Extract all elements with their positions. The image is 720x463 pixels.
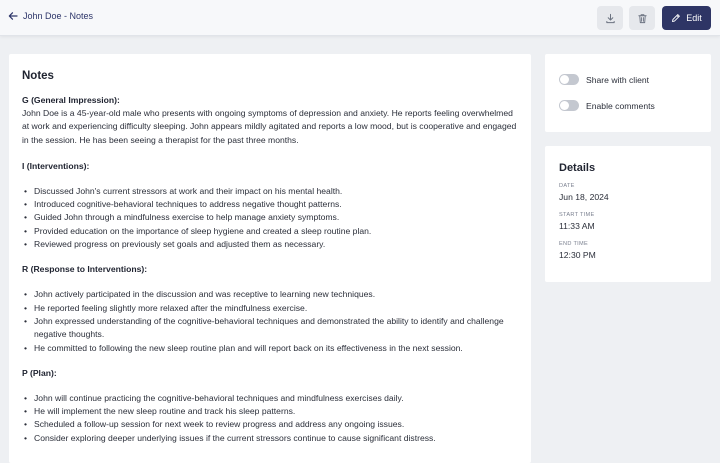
details-title: Details: [559, 162, 596, 174]
notes-card: [9, 54, 531, 463]
details-card: [545, 146, 711, 282]
pencil-icon: [671, 13, 681, 23]
response-list: [23, 288, 518, 354]
r-heading: R (Response to Interventions):: [22, 264, 148, 275]
enable-comments-toggle[interactable]: [559, 100, 579, 111]
list-item: • Provided education on the importance of sleep hygiene and created a sleep routine plan.: [23, 225, 518, 238]
page-title: John Doe - Notes: [23, 11, 94, 21]
list-item: • John will continue practicing the cognitive-behavioral techniques and mindfulness exercises daily.: [23, 392, 518, 405]
list-item: • Scheduled a follow-up session for next week to review progress and address any ongoing issues.: [23, 418, 518, 431]
start-time-label: START TIME: [559, 212, 595, 218]
notes-title: Notes: [22, 70, 54, 82]
arrow-left-icon: [8, 11, 18, 21]
list-item: • John actively participated in the discussion and was receptive to learning new techniques.: [23, 288, 518, 301]
list-item: • Consider exploring deeper underlying issues if the current stressors continue to cause significant distress.: [23, 432, 518, 445]
top-bar: [0, 0, 720, 36]
list-item: • John expressed understanding of the cognitive-behavioral techniques and demonstrated the ability to identify and challenge negative thoughts.: [23, 315, 518, 342]
list-item: • Reviewed progress on previously set goals and adjusted them as necessary.: [23, 238, 518, 251]
share-with-client-row[interactable]: [559, 74, 697, 85]
list-item: • He committed to following the new sleep routine plan and will report back on its effectiveness in the next session.: [23, 342, 518, 355]
interventions-list: [23, 185, 518, 251]
edit-label: Edit: [686, 13, 702, 23]
list-item: • He reported feeling slightly more relaxed after the mindfulness exercise.: [23, 302, 518, 315]
delete-button[interactable]: [629, 6, 655, 30]
share-with-client-toggle[interactable]: [559, 74, 579, 85]
enable-comments-label: Enable comments: [586, 100, 655, 111]
share-with-client-label: Share with client: [586, 74, 650, 85]
g-heading: G (General Impression):: [22, 95, 120, 105]
download-button[interactable]: [597, 6, 623, 30]
date-value: Jun 18, 2024: [559, 192, 609, 202]
start-time-value: 11:33 AM: [559, 221, 595, 231]
list-item: • He will implement the new sleep routine and track his sleep patterns.: [23, 405, 518, 418]
list-item: • Guided John through a mindfulness exercise to help manage anxiety symptoms.: [23, 211, 518, 224]
settings-card: [545, 54, 711, 132]
end-time-value: 12:30 PM: [559, 250, 596, 260]
g-paragraph: John Doe is a 45-year-old male who presents with ongoing symptoms of depression and anxiety. He reports feeling overwhelmed at work and experiencing difficulty sleeping. John appears mildly agitated and reports a low mood, but is cooperative and engaged in the session. He has been seeing a therapist for the past three months.: [22, 108, 517, 145]
edit-button[interactable]: [662, 6, 711, 30]
plan-list: [23, 392, 518, 445]
list-item: • Discussed John's current stressors at work and their impact on his mental health.: [23, 185, 518, 198]
back-button[interactable]: [8, 11, 93, 21]
trash-icon: [637, 13, 648, 24]
enable-comments-row[interactable]: [559, 100, 697, 111]
download-icon: [605, 13, 616, 24]
p-heading: P (Plan):: [22, 367, 57, 378]
i-heading: I (Interventions):: [22, 160, 90, 171]
end-time-label: END TIME: [559, 241, 589, 247]
list-item: • Introduced cognitive-behavioral techniques to address negative thought patterns.: [23, 198, 518, 211]
date-label: DATE: [559, 183, 575, 189]
